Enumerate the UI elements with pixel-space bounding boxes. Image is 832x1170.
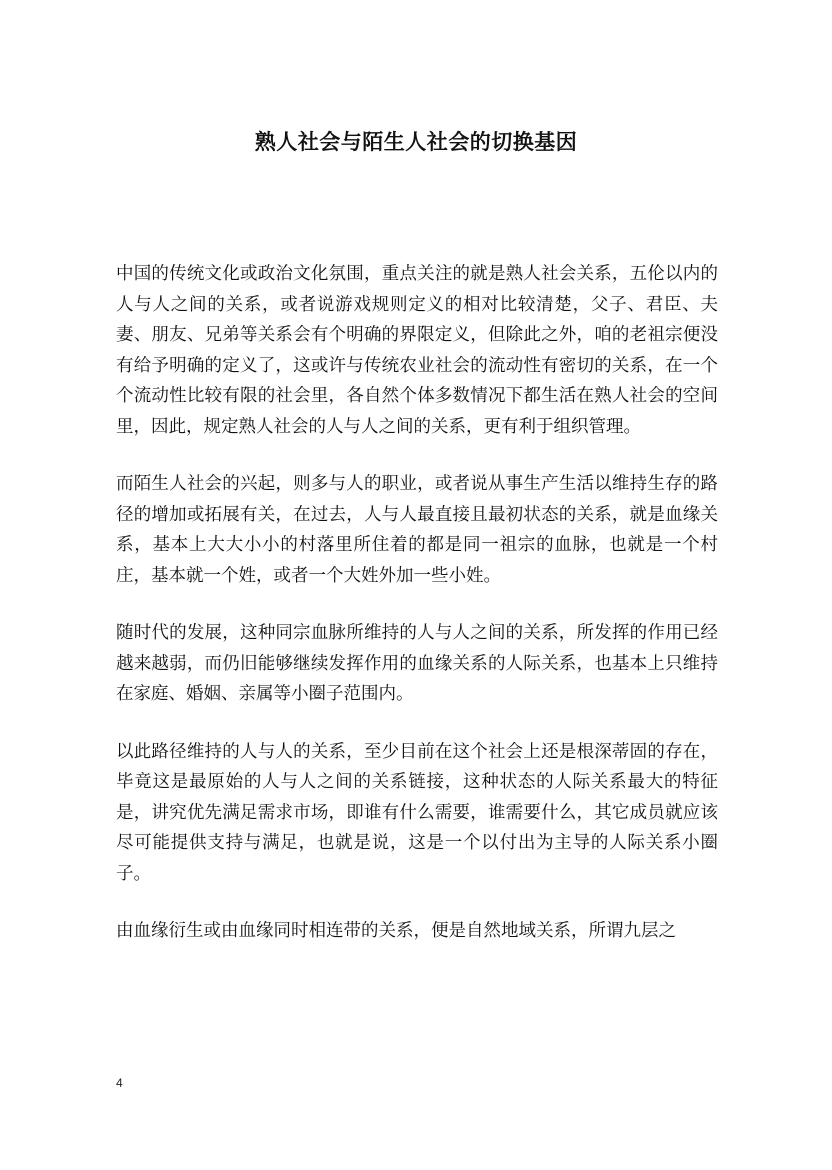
document-body [116,259,718,974]
page-title: 熟人社会与陌生人社会的切换基因 [254,129,578,154]
paragraph-4: 以此路径维持的人与人的关系，至少目前在这个社会上还是根深蒂固的存在，毕竟这是最原始的人与人之间的关系链接，这种状态的人际关系最大的特征是，讲究优先满足需求市场，即谁有什么需要，谁需要什么，其它成员就应该尽可能提供支持与满足，也就是说，这是一个以付出为主导的人际关系小圈子。 [116,741,718,884]
paragraph-3: 随时代的发展，这种同宗血脉所维持的人与人之间的关系，所发挥的作用已经越来越弱，而仍旧能够继续发挥作用的血缘关系的人际关系，也基本上只维持在家庭、婚姻、亲属等小圈子范围内。 [116,623,718,704]
paragraph-1: 中国的传统文化或政治文化氛围，重点关注的就是熟人社会关系，五伦以内的人与人之间的关系，或者说游戏规则定义的相对比较清楚，父子、君臣、夫妻、朋友、兄弟等关系会有个明确的界限定义，但除此之外，咱的老祖宗便没有给予明确的定义了，这或许与传统农业社会的流动性有密切的关系，在一个个流动性比较有限的社会里，各自然个体多数情况下都生活在熟人社会的空间里，因此，规定熟人社会的人与人之间的关系，更有利于组织管理。 [116,264,718,437]
paragraph-5: 由血缘衍生或由血缘同时相连带的关系，便是自然地域关系，所谓九层之 [116,921,676,941]
paragraph-2: 而陌生人社会的兴起，则多与人的职业，或者说从事生产生活以维持生存的路径的增加或拓展有关，在过去，人与人最直接且最初状态的关系，就是血缘关系，基本上大大小小的村落里所住着的都是同一祖宗的血脉，也就是一个村庄，基本就一个姓，或者一个大姓外加一些小姓。 [116,474,718,586]
page-number: 4 [116,1076,123,1090]
